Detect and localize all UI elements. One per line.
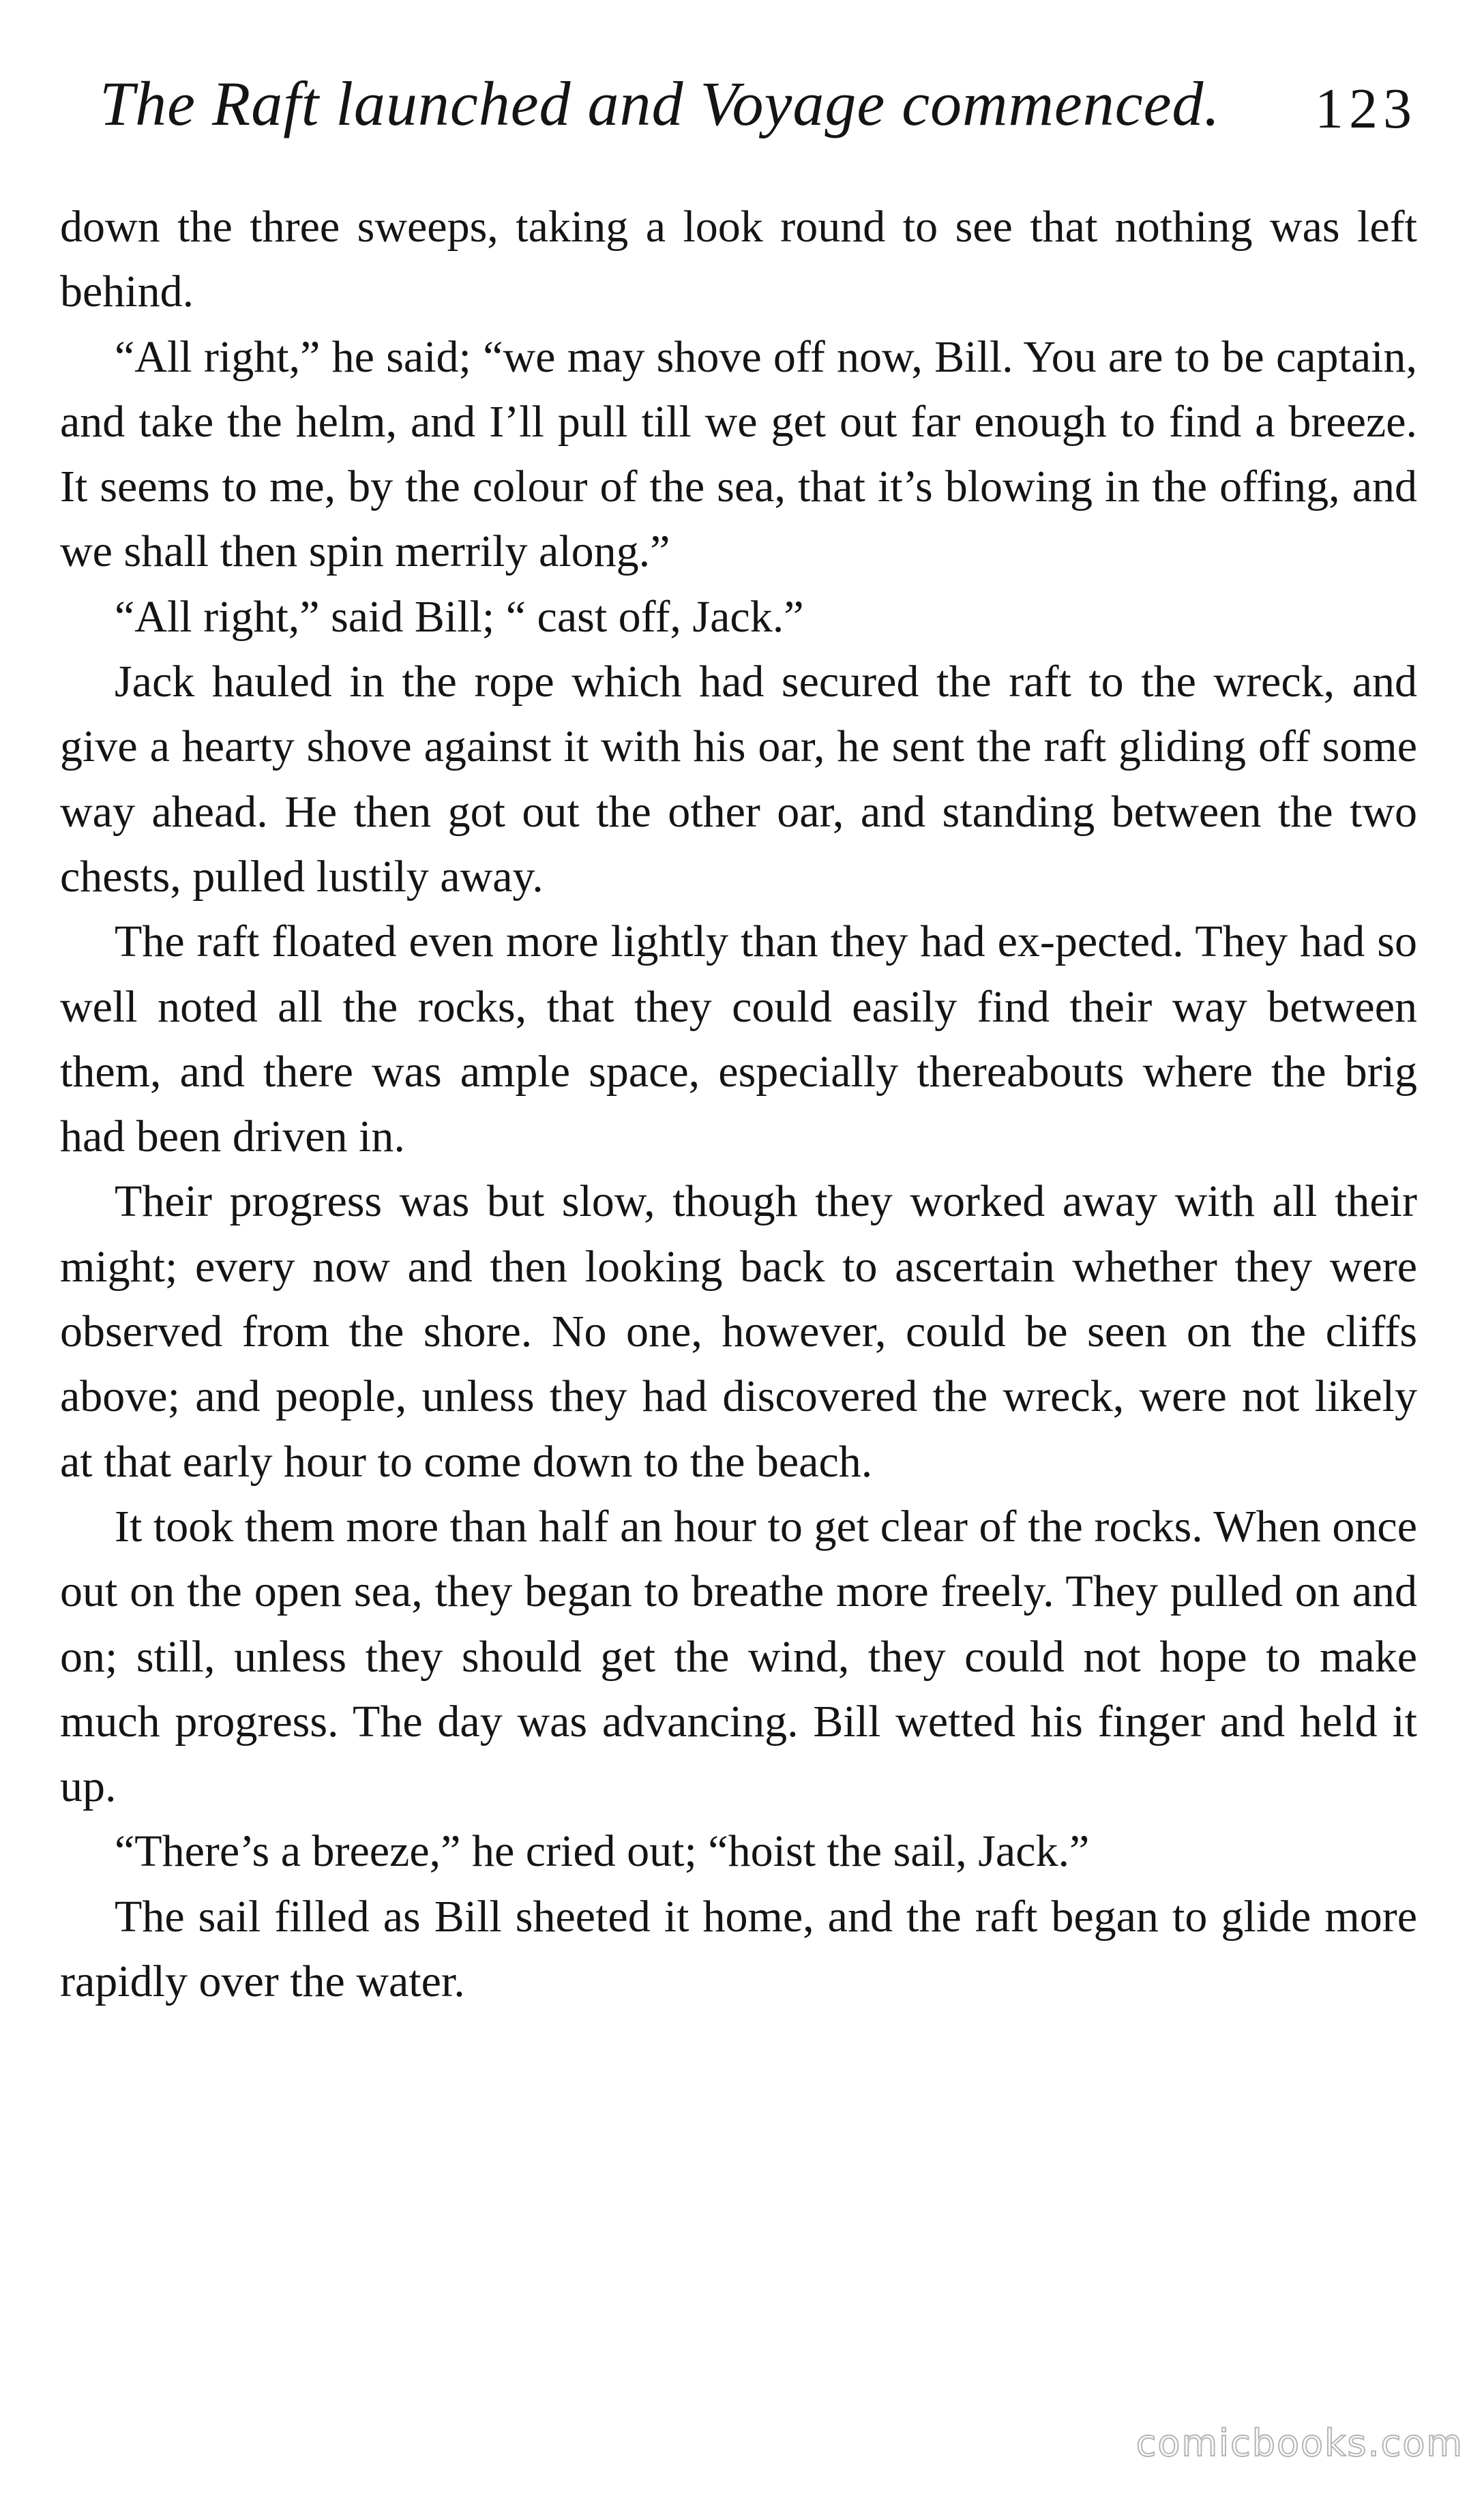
paragraph: “All right,” he said; “we may shove off now, Bill. You are to be captain, and take the helm, and I’ll pull till we get out far enough to find a breeze. It seems to me, by the colour of the sea, that it’s blowing in the offing, and we shall then spin merrily along.”	[60, 331, 1417, 577]
paragraph: The raft floated even more lightly than they had ex-pected. They had so well noted all the rocks, that they could easily find their way between them, and there was ample space, especially thereabouts where the brig had been driven in.	[60, 917, 1417, 1162]
paragraph: It took them more than half an hour to get clear of the rocks. When once out on the open sea, they began to breathe more freely. They pulled on and on; still, unless they should get the wind, they could not hope to make much progress. The day was advancing. Bill wetted his finger and held it up.	[60, 1501, 1417, 1812]
book-page	[60, 0, 1417, 2496]
page-number: 123	[1315, 77, 1417, 140]
running-head	[60, 63, 1417, 151]
paragraph: “All right,” said Bill; “ cast off, Jack.”	[115, 591, 804, 642]
paragraph: Their progress was but slow, though they worked away with all their might; every now and then looking back to ascertain whether they were observed from the shore. No one, however, could be seen on the cliffs above; and people, unless they had discovered the wreck, were not likely at that early hour to come down to the beach.	[60, 1176, 1417, 1487]
body-text	[60, 194, 1417, 2014]
watermark: comicbooks.com	[1136, 2422, 1464, 2465]
paragraph: Jack hauled in the rope which had secured the raft to the wreck, and give a hearty shove against it with his oar, he sent the raft gliding off some way ahead. He then got out the other oar, and standing between the two chests, pulled lustily away.	[60, 657, 1417, 902]
running-title: The Raft launched and Voyage commenced.	[100, 69, 1221, 138]
paragraph-continuation: down the three sweeps, taking a look round to see that nothing was left behind.	[60, 202, 1417, 317]
paragraph: The sail filled as Bill sheeted it home, and the raft began to glide more rapidly over the water.	[60, 1891, 1417, 2007]
paragraph: “There’s a breeze,” he cried out; “hoist the sail, Jack.”	[115, 1826, 1090, 1877]
